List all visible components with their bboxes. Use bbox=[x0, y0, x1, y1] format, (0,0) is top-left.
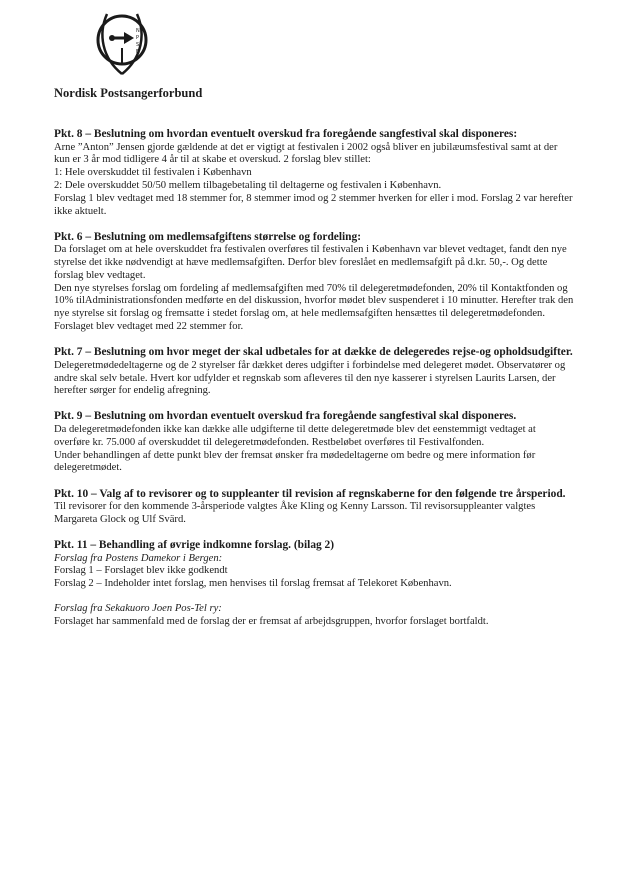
section-heading: Pkt. 10 – Valg af to revisorer og to suppleanter til revision af regnskaberne for den følgende tre årsperiod. bbox=[54, 487, 566, 500]
section-pkt-6 bbox=[54, 231, 574, 334]
paragraph: Da delegeretmødefonden ikke kan dække alle udgifterne til dette delegeretmøde blev det eenstemmigt vedtaget at overføre kr. 75.000 af overskuddet til delegeretmødefonden. Restbeløbet overføres til Festivalfonden. bbox=[54, 424, 536, 448]
paragraph: Under behandlingen af dette punkt blev der fremsat ønsker fra mødedeltagerne om bedre og mere information før delegeretmødet. bbox=[54, 449, 536, 474]
section-pkt-8 bbox=[54, 128, 574, 218]
paragraph: Den nye styrelses forslag om fordeling af medlemsafgiften med 70% til delegeretmødefonden, 20% til Kontaktfonden og 10% tilAdministrationsfonden medførte en del diskussion, hvorfor mødet blev suspenderet i 10 minutter. Herefter trak den nye styrelse sit forslag og fremsatte i stedet forslag om, at hele medlemsafgiften hensættes til delegeretmødefonden. bbox=[54, 282, 574, 320]
section-pkt-11 bbox=[54, 539, 574, 629]
section-heading: Pkt. 9 – Beslutning om hvordan eventuelt overskud fra foregående sangfestival skal disponeres. bbox=[54, 410, 517, 423]
logo-letter-s: S bbox=[136, 42, 140, 48]
subsection-title: Forslag fra Sekakuoro Joen Pos-Tel ry: bbox=[54, 602, 222, 614]
logo-letter-f: F bbox=[136, 49, 139, 55]
subsection-title: Forslag fra Postens Damekor i Bergen: bbox=[54, 552, 223, 564]
document-body bbox=[54, 128, 574, 641]
paragraph: Forslaget blev vedtaget med 22 stemmer for. bbox=[54, 321, 244, 333]
section-heading: Pkt. 7 – Beslutning om hvor meget der skal udbetales for at dække de delegeredes rejse-og opholdsudgifter. bbox=[54, 346, 573, 359]
paragraph: Forslag 2 – Indeholder intet forslag, men henvises til forslag fremsat af Telekoret København. bbox=[54, 578, 452, 590]
paragraph: Forslaget har sammenfald med de forslag der er fremsat af arbejdsgruppen, hvorfor forslaget bortfaldt. bbox=[54, 615, 489, 627]
paragraph: Delegeretmødedeltagerne og de 2 styrelser får dækket deres udgifter i forbindelse med delegeret mødet. Observatører og andre skal selv betale. Hvert kor udfylder et regnskab som afleveres til den nye kasserer i styrelsen Laurits Larsen, der herefter sørger for endelig afregning. bbox=[54, 359, 566, 397]
paragraph: 1: Hele overskuddet til festivalen i København bbox=[54, 167, 252, 179]
paragraph: Arne ”Anton” Jensen gjorde gældende at det er vigtigt at festivalen i 2002 også bliver en jubilæumsfestival samt at der kun er 3 år mod tidligere 4 år til at skabe et overskud. 2 forslag blev stillet: bbox=[54, 141, 558, 166]
logo-letter-p: P bbox=[136, 35, 140, 41]
section-pkt-9 bbox=[54, 410, 574, 475]
section-heading: Pkt. 6 – Beslutning om medlemsafgiftens størrelse og fordeling: bbox=[54, 230, 361, 243]
logo-letter-n: N bbox=[136, 28, 140, 34]
paragraph: Forslag 1 blev vedtaget med 18 stemmer for, 8 stemmer imod og 2 stemmer hverken for eller i mod. Forslag 2 var herefter ikke aktuelt. bbox=[54, 192, 573, 217]
section-heading: Pkt. 8 – Beslutning om hvordan eventuelt overskud fra foregående sangfestival skal disponeres: bbox=[54, 128, 518, 140]
paragraph: Til revisorer for den kommende 3-årsperiode valgtes Åke Kling og Kenny Larsson. Til revisorsuppleanter valgtes Margareta Glock og Ulf Svärd. bbox=[54, 501, 536, 525]
section-pkt-10 bbox=[54, 488, 574, 527]
section-pkt-7 bbox=[54, 346, 574, 398]
section-heading: Pkt. 11 – Behandling af øvrige indkomne forslag. (bilag 2) bbox=[54, 538, 335, 551]
logo-icon bbox=[88, 8, 158, 80]
organization-name: Nordisk Postsangerforbund bbox=[54, 86, 203, 100]
paragraph: Forslag 1 – Forslaget blev ikke godkendt bbox=[54, 565, 228, 577]
paragraph: Da forslaget om at hele overskuddet fra festivalen overføres til festivalen i København var blevet vedtaget, fandt den nye styrelse det ikke nødvendigt at hæve medlemsafgiften. Derfor blev foreslået en medlemsafgift på d.kr. 50,-. Og dette forslag blev vedtaget. bbox=[54, 244, 567, 281]
paragraph: 2: Dele overskuddet 50/50 mellem tilbagebetaling til deltagerne og festivalen i København. bbox=[54, 179, 442, 191]
